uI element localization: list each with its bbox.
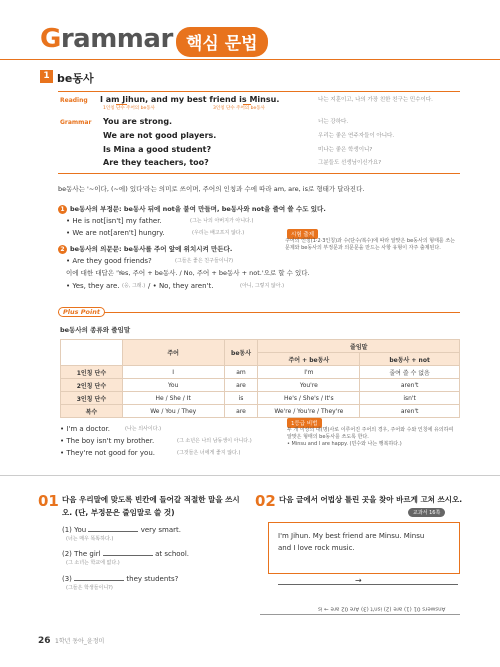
grammar-example-3: Is Mina a good student? (103, 145, 212, 154)
item3-suffix: they students? (126, 575, 179, 583)
q-number: 2 (58, 245, 67, 254)
note-text-3: • Minsu and I are happy. (민수와 나는 행복하다.) (287, 441, 402, 447)
exercise-01-item3 (62, 573, 178, 584)
extra-translation-3: (그것들은 너에게 좋지 않다.) (177, 450, 241, 456)
answers-key: Answers 01 (1) are (2) isn't (3) Are 02 are → is (318, 605, 446, 612)
section-title: be동사 (57, 72, 94, 85)
answer-line-right[interactable] (368, 584, 458, 585)
table-cell: You (122, 379, 224, 392)
table-cell: 1인칭 단수 (61, 366, 123, 379)
table-header-subject: 주어 (122, 340, 224, 366)
title-rest: rammar (60, 24, 173, 54)
section-number: 1 (40, 70, 53, 83)
is-underline (243, 104, 251, 105)
am-underline (116, 104, 127, 105)
answers-rule (260, 614, 460, 615)
grammar-label: Grammar (60, 119, 92, 126)
exercise-01-translation2: (그 소녀는 학교에 없다.) (66, 560, 120, 566)
header-badge: 핵심 문법 (176, 27, 268, 57)
q-example-3: / • No, they aren't. (148, 282, 214, 290)
note-tag: 1등급 비법 (287, 418, 322, 428)
item2-suffix: at school. (155, 550, 190, 558)
table-cell: He's / She's / It's (258, 392, 360, 405)
header-rule (0, 59, 500, 60)
extra-translation-1: (나는 의사이다.) (125, 426, 162, 432)
q-answer-rule: 이에 대한 대답은 'Yes, 주어 + be동사. / No, 주어 + be동사 + not.'으로 할 수 있다. (66, 269, 310, 277)
table-cell: I'm (258, 366, 360, 379)
neg-example-1: • He is not[isn't] my father. (66, 217, 162, 225)
example-top-rule (58, 91, 460, 92)
note-text-2: 알맞은 형태의 be동사를 쓰도록 한다. (287, 434, 369, 440)
table-cell: are (224, 405, 258, 418)
table-cell: am (224, 366, 258, 379)
textbook-page-badge: 교과서 16쪽 (408, 508, 445, 517)
exercise-01-item1 (62, 524, 181, 535)
book-title: 1학년 동아_윤정미 (55, 638, 105, 645)
title-initial: G (40, 24, 61, 54)
q-title: be동사의 의문문: be동사를 주어 앞에 위치시켜 만든다. (70, 245, 233, 253)
extra-example-2: • The boy isn't my brother. (60, 437, 155, 445)
exercise-01-line2: 오. (단, 부정문은 줄임말로 쓸 것) (62, 508, 175, 517)
header-title (40, 24, 173, 54)
table-cell: 줄여 쓸 수 없음 (360, 366, 460, 379)
reading-sentence: I am Jihun, and my best friend is Minsu. (100, 95, 280, 104)
exercise-02-text-line2: and I love rock music. (278, 544, 355, 552)
item2-prefix: (2) The girl (62, 550, 101, 558)
exercise-02-number: 02 (255, 492, 276, 510)
plus-rule (58, 312, 460, 313)
table-header-be: be동사 (224, 340, 258, 366)
neg-translation-1: (그는 나의 아버지가 아니다.) (190, 218, 254, 224)
exercise-02-text-line1: I'm Jihun. My best friend are Minsu. Minsu (278, 532, 425, 540)
exercise-01-translation1: (너는 매우 똑똑하다.) (66, 536, 114, 542)
grammar-translation-2: 우리는 좋은 연주자들이 아니다. (318, 133, 395, 139)
extra-translation-2: (그 소년은 나의 남동생이 아니다.) (177, 438, 252, 444)
table-row (61, 366, 460, 379)
table-row (61, 392, 460, 405)
section-divider (0, 475, 500, 476)
exercise-02-line1: 다음 글에서 어법상 틀린 곳을 찾아 바르게 고쳐 쓰시오. (279, 495, 463, 504)
intro-text: be동사는 '~이다, (~에) 있다'라는 의미로 쓰이며, 주어의 인칭과 수에 따라 am, are, is로 형태가 달라진다. (58, 185, 365, 193)
q-example-1: • Are they good friends? (66, 257, 152, 265)
table-row (61, 405, 460, 418)
table-header-sub2: be동사 + not (360, 353, 460, 366)
table-cell: 복수 (61, 405, 123, 418)
neg-example-2: • We are not[aren't] hungry. (66, 229, 165, 237)
item3-prefix: (3) (62, 575, 72, 583)
neg-number: 1 (58, 205, 67, 214)
table-cell: You're (258, 379, 360, 392)
q-translation-1: (그들은 좋은 친구들이니?) (175, 258, 234, 264)
tip-text: 주어의 인칭(1·2·3인칭)과 수(단수/복수)에 따라 알맞은 be동사의 형태를 쓰는 문제와 be동사의 부정문과 의문문을 만드는 사항 유형이 자주 출제된다. (285, 238, 455, 252)
q-example-2: • Yes, they are. (66, 282, 120, 290)
grammar-translation-4: 그분들도 선생님이신가요? (318, 160, 382, 166)
table-cell: are (224, 379, 258, 392)
note-text-1: 두 개 이상의 대(명)사로 이루어진 주어의 경우, 주어와 수와 인칭에 유의하여 (287, 427, 454, 433)
table-cell: 3인칭 단수 (61, 392, 123, 405)
table-cell: We're / You're / They're (258, 405, 360, 418)
grammar-translation-3: 미나는 좋은 학생이니? (318, 147, 373, 153)
example-bottom-rule (58, 173, 460, 174)
table-cell: He / She / It (122, 392, 224, 405)
neg-translation-2: (우리는 배고프지 않다.) (192, 230, 245, 236)
table-cell: aren't (360, 405, 460, 418)
item1-prefix: (1) You (62, 526, 87, 534)
table-cell: I (122, 366, 224, 379)
reading-label: Reading (60, 97, 88, 104)
exercise-01-translation3: (그들은 학생들이니?) (66, 585, 113, 591)
table-header-sub1: 주어 + be동사 (258, 353, 360, 366)
reading-translation: 나는 지훈이고, 나의 가장 친한 친구는 민수이다. (318, 97, 433, 103)
tip-tag: 시험 출제 (287, 229, 318, 239)
grammar-example-1: You are strong. (103, 117, 173, 126)
arrow-icon: → (355, 576, 362, 585)
be-verb-table (60, 339, 460, 418)
plus-title: be동사의 종류와 줄임말 (60, 326, 131, 334)
extra-example-3: • They're not good for you. (60, 449, 155, 457)
plus-point-tag: Plus Point (58, 307, 105, 317)
table-row (61, 379, 460, 392)
reading-note-b: 3인칭 단수 주어의 be동사 (213, 106, 265, 111)
table-cell: aren't (360, 379, 460, 392)
table-cell: 2인칭 단수 (61, 379, 123, 392)
item1-suffix: very smart. (140, 526, 181, 534)
grammar-example-4: Are they teachers, too? (103, 158, 209, 167)
page-number: 26 (38, 636, 51, 646)
blank-2[interactable] (103, 548, 153, 556)
exercise-01-number: 01 (38, 492, 59, 510)
table-corner (61, 340, 123, 366)
blank-1[interactable] (88, 524, 138, 532)
neg-title: be동사의 부정문: be동사 뒤에 not을 붙여 만들며, be동사와 not을 줄여 쓸 수도 있다. (70, 205, 326, 213)
blank-3[interactable] (74, 573, 124, 581)
reading-note-a: 1인칭 단수 주어의 be동사 (103, 106, 155, 111)
extra-example-1: • I'm a doctor. (60, 425, 110, 433)
q-translation-2: (응, 그래.) (122, 283, 146, 289)
q-translation-3: (아니, 그렇지 않아.) (240, 283, 285, 289)
table-cell: is (224, 392, 258, 405)
table-header-contraction: 줄임말 (258, 340, 460, 353)
table-cell: We / You / They (122, 405, 224, 418)
grammar-example-2: We are not good players. (103, 131, 217, 140)
grammar-translation-1: 너는 강하다. (318, 119, 349, 125)
exercise-01-item2 (62, 548, 189, 559)
exercise-01-line1: 다음 우리말에 맞도록 빈칸에 들어갈 적절한 말을 쓰시 (62, 495, 240, 504)
table-cell: isn't (360, 392, 460, 405)
